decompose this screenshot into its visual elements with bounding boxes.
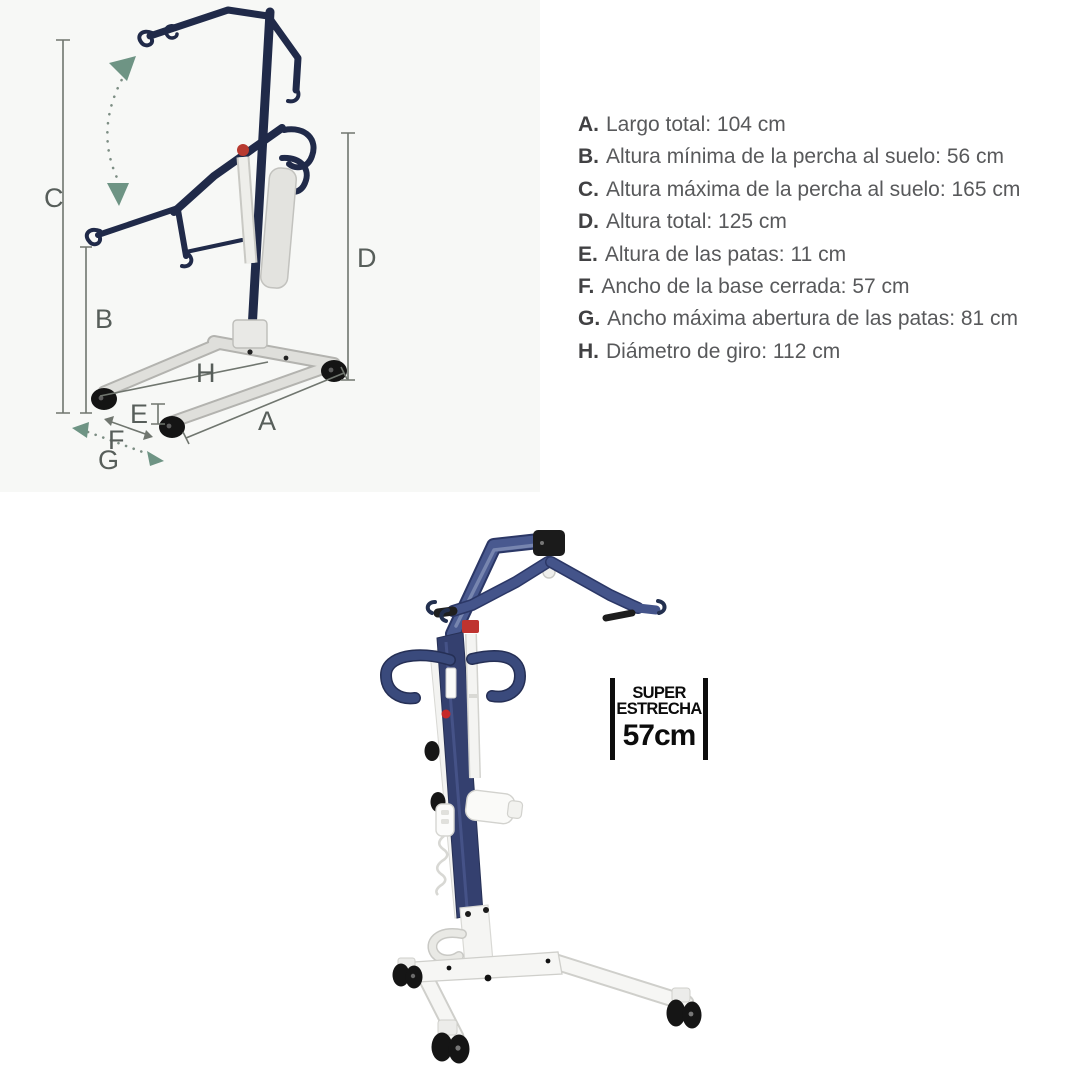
actuator-joint-red (237, 144, 249, 156)
width-badge (610, 678, 708, 760)
mast-label-plate (446, 668, 456, 698)
dim-label-c: C (44, 183, 64, 213)
caster-rear-left (91, 388, 117, 410)
spec-row-d (578, 206, 1020, 238)
remote-coiled-cable (436, 836, 447, 895)
spec-row-g (578, 303, 1020, 335)
spec-row-a (578, 109, 1020, 141)
badge-value: 57cm (622, 719, 696, 752)
spec-letter: B. (578, 145, 599, 169)
mast-foot-bracket (233, 320, 267, 348)
mast-foot (432, 905, 493, 964)
knob-upper (425, 741, 440, 761)
spec-row-e (578, 239, 1020, 271)
spec-row-b (578, 141, 1020, 173)
badge-text (615, 678, 703, 760)
caster-front-left (159, 416, 185, 438)
junction-box (533, 530, 565, 556)
spec-row-f (578, 271, 1020, 303)
specs-list (578, 109, 1020, 368)
dim-label-h: H (196, 358, 216, 388)
badge-line-1: SUPER (632, 684, 686, 702)
spec-letter: D. (578, 210, 599, 234)
spec-letter: E. (578, 242, 598, 266)
badge-line-2: ESTRECHA (616, 700, 702, 718)
product-photo (320, 510, 760, 1080)
spec-text: Altura de las patas: 11 cm (604, 242, 847, 266)
spec-text: Altura máxima de la percha al suelo: 165 cm (606, 177, 1021, 201)
product-mast (430, 620, 483, 918)
spec-text: Altura mínima de la percha al suelo: 56 cm (606, 145, 1005, 169)
emergency-button-red (442, 710, 451, 719)
spec-text: Diámetro de giro: 112 cm (606, 339, 841, 363)
badge-right-bar (703, 678, 708, 760)
boom-collar-red (462, 620, 479, 633)
dim-label-d: D (357, 243, 377, 273)
spec-text: Largo total: 104 cm (606, 113, 786, 136)
spec-letter: F. (578, 275, 595, 299)
dim-label-g: G (98, 445, 120, 475)
spec-row-h (578, 336, 1020, 368)
spec-letter: C. (578, 177, 599, 201)
dimension-diagram (0, 0, 540, 500)
dim-label-f: F (108, 425, 125, 455)
dim-label-e: E (130, 399, 149, 429)
spec-letter: H. (578, 339, 599, 363)
spec-text: Ancho de la base cerrada: 57 cm (601, 275, 910, 299)
product-photo-svg (320, 510, 760, 1080)
hanger-grip-right (606, 613, 632, 618)
dim-label-a: A (258, 406, 277, 436)
spec-letter: A. (578, 113, 599, 136)
dim-label-b: B (95, 304, 114, 334)
actuator-housing (464, 789, 523, 826)
spec-text: Ancho máxima abertura de las patas: 81 cm (607, 307, 1019, 331)
spec-row-c (578, 174, 1020, 206)
spec-letter: G. (578, 307, 601, 331)
dimension-diagram-svg (0, 0, 540, 500)
spec-text: Altura total: 125 cm (606, 210, 787, 234)
